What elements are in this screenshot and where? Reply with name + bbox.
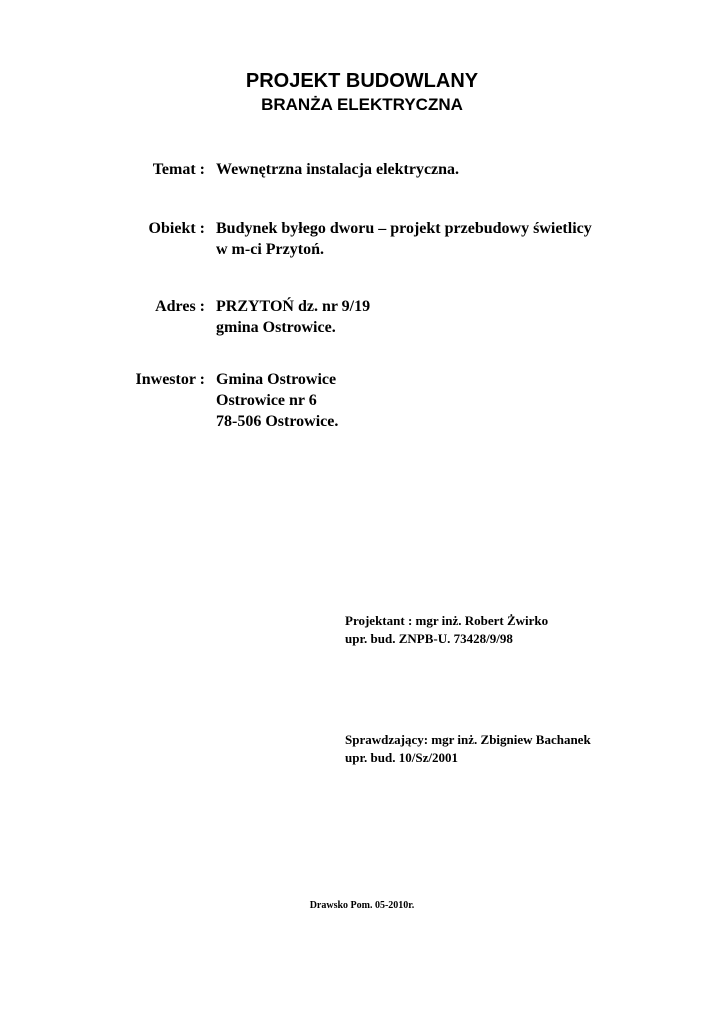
document-subtitle: BRANŻA ELEKTRYCZNA	[261, 95, 463, 114]
adres-line: PRZYTOŃ dz. nr 9/19	[216, 298, 371, 315]
document-title: PROJEKT BUDOWLANY	[245, 70, 479, 92]
projektant-name: Projektant : mgr inż. Robert Żwirko	[345, 613, 549, 628]
adres-value	[216, 296, 370, 338]
temat-value	[216, 159, 459, 180]
temat-line: Wewnętrzna instalacja elektryczna.	[216, 161, 460, 178]
inwestor-line: Gmina Ostrowice	[216, 371, 337, 388]
projektant-block	[345, 612, 548, 648]
adres-line: gmina Ostrowice.	[216, 319, 336, 336]
sprawdzajacy-block	[345, 731, 591, 767]
inwestor-line: 78-506 Ostrowice.	[216, 413, 339, 430]
inwestor-value	[216, 369, 338, 432]
obiekt-label: Obiekt :	[148, 220, 205, 237]
temat-label: Temat :	[152, 161, 205, 178]
projektant-license: upr. bud. ZNPB-U. 73428/9/98	[345, 631, 513, 646]
sprawdzajacy-name: Sprawdzający: mgr inż. Zbigniew Bachanek	[345, 732, 591, 747]
obiekt-line: w m-ci Przytoń.	[216, 241, 324, 258]
adres-label: Adres :	[155, 298, 205, 315]
obiekt-line: Budynek byłego dworu – projekt przebudowy świetlicy	[216, 220, 592, 237]
sprawdzajacy-license: upr. bud. 10/Sz/2001	[345, 750, 458, 765]
inwestor-label: Inwestor :	[135, 371, 205, 388]
footer-place-date: Drawsko Pom. 05-2010r.	[309, 900, 415, 911]
inwestor-line: Ostrowice nr 6	[216, 392, 317, 409]
obiekt-value	[216, 218, 592, 260]
